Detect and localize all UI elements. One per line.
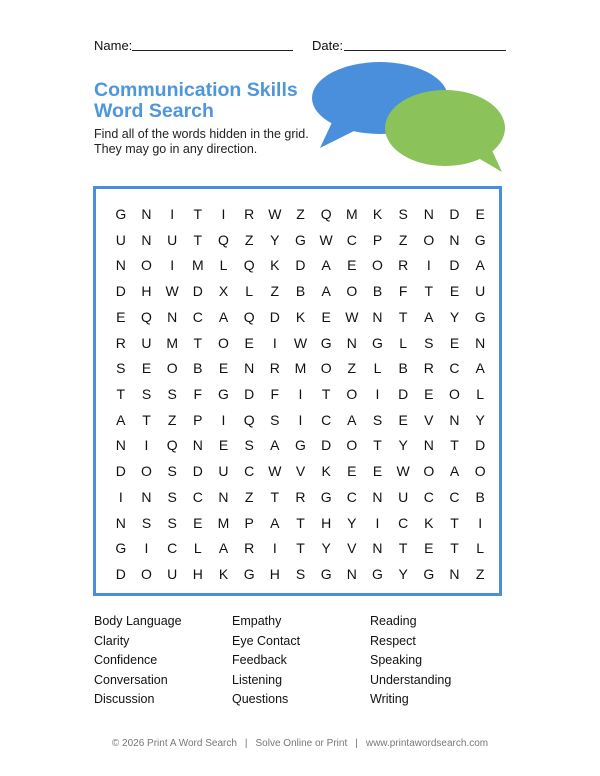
grid-letter[interactable]: G bbox=[423, 566, 435, 583]
grid-letter[interactable]: D bbox=[192, 283, 203, 300]
footer-solve-text: Solve Online or Print bbox=[255, 738, 348, 749]
title-line-2: Word Search bbox=[94, 100, 214, 122]
grid-letter[interactable]: D bbox=[115, 283, 126, 300]
grid-letter[interactable]: N bbox=[141, 488, 152, 505]
grid-letter[interactable]: R bbox=[398, 257, 409, 274]
grid-letter[interactable]: E bbox=[424, 540, 434, 557]
grid-letter[interactable]: N bbox=[218, 488, 229, 505]
grid-letter[interactable]: H bbox=[141, 283, 152, 300]
grid-letter[interactable]: D bbox=[115, 566, 126, 583]
grid-letter[interactable]: G bbox=[218, 385, 229, 402]
word-list-item: Questions bbox=[232, 692, 289, 706]
grid-letter[interactable]: H bbox=[192, 566, 203, 583]
grid-letter[interactable]: U bbox=[167, 231, 178, 248]
grid-letter[interactable]: L bbox=[245, 283, 254, 300]
date-label: Date: bbox=[312, 38, 344, 53]
grid-letter[interactable]: Z bbox=[244, 488, 254, 505]
grid-letter[interactable]: T bbox=[193, 231, 203, 248]
grid-letter[interactable]: T bbox=[398, 308, 408, 325]
grid-letter[interactable]: A bbox=[449, 463, 460, 480]
grid-letter[interactable]: I bbox=[298, 385, 303, 402]
grid-letter[interactable]: S bbox=[295, 566, 306, 583]
grid-letter[interactable]: O bbox=[423, 463, 435, 480]
grid-letter[interactable]: D bbox=[449, 205, 460, 222]
footer-site-link[interactable]: www.printawordsearch.com bbox=[365, 738, 489, 749]
grid-letter[interactable]: S bbox=[141, 514, 152, 531]
grid-letter[interactable]: N bbox=[115, 437, 126, 454]
grid-letter[interactable]: O bbox=[141, 257, 152, 274]
word-list-item: Conversation bbox=[94, 672, 168, 687]
grid-letter[interactable]: C bbox=[449, 488, 460, 505]
footer-separator: | bbox=[355, 738, 358, 749]
grid-letter[interactable]: T bbox=[142, 411, 151, 428]
grid-letter[interactable]: O bbox=[141, 566, 152, 583]
grid-letter[interactable]: N bbox=[115, 257, 126, 274]
grid-letter[interactable]: N bbox=[423, 205, 434, 222]
instructions bbox=[94, 127, 309, 157]
grid-letter[interactable]: W bbox=[268, 463, 282, 480]
page-title bbox=[94, 80, 298, 122]
grid-letter[interactable]: V bbox=[347, 540, 357, 557]
grid-letter[interactable]: N bbox=[475, 334, 486, 351]
grid-letter[interactable]: S bbox=[167, 463, 177, 480]
grid-letter[interactable]: Y bbox=[398, 566, 408, 583]
grid-letter[interactable]: E bbox=[244, 334, 254, 351]
name-label: Name: bbox=[94, 38, 133, 53]
grid-letter[interactable]: Y bbox=[347, 514, 357, 531]
grid-letter[interactable]: O bbox=[141, 463, 152, 480]
word-list-item: Feedback bbox=[232, 653, 287, 667]
grid-letter[interactable]: T bbox=[424, 283, 434, 300]
grid-letter[interactable]: W bbox=[165, 283, 179, 300]
grid-letter[interactable]: T bbox=[321, 385, 331, 402]
grid-letter[interactable]: W bbox=[319, 231, 333, 248]
grid-letter[interactable]: H bbox=[269, 566, 280, 583]
grid-letter[interactable]: N bbox=[346, 334, 357, 351]
grid-letter[interactable]: R bbox=[115, 334, 126, 351]
footer bbox=[0, 738, 600, 749]
grid-letter[interactable]: I bbox=[221, 205, 226, 222]
grid-letter[interactable]: U bbox=[475, 283, 486, 300]
grid-letter[interactable]: R bbox=[244, 540, 255, 557]
grid-letter[interactable]: N bbox=[372, 308, 383, 325]
grid-letter[interactable]: Z bbox=[296, 205, 305, 222]
grid-letter[interactable]: K bbox=[321, 463, 331, 480]
grid-letter[interactable]: T bbox=[296, 514, 305, 531]
grid-letter[interactable]: V bbox=[295, 463, 306, 480]
grid-letter[interactable]: A bbox=[475, 360, 485, 377]
grid-letter[interactable]: T bbox=[296, 540, 305, 557]
grid-letter[interactable]: S bbox=[424, 334, 434, 351]
word-list-item: Eye Contact bbox=[232, 633, 301, 648]
grid-letter[interactable]: E bbox=[141, 360, 152, 377]
grid-letter[interactable]: G bbox=[295, 231, 306, 248]
date-line bbox=[344, 50, 506, 51]
grid-letter[interactable]: N bbox=[449, 411, 460, 428]
grid-letter[interactable]: S bbox=[270, 411, 280, 428]
grid-letter[interactable]: N bbox=[192, 437, 203, 454]
grid-letter[interactable]: O bbox=[218, 334, 229, 351]
grid-letter[interactable]: A bbox=[321, 283, 331, 300]
grid-letter[interactable]: B bbox=[475, 488, 485, 505]
instructions-line-1: Find all of the words hidden in the grid. bbox=[94, 127, 309, 141]
grid-letter[interactable]: Q bbox=[243, 411, 255, 428]
word-list-item: Discussion bbox=[94, 692, 155, 706]
grid-letter[interactable]: A bbox=[347, 411, 357, 428]
grid-letter[interactable]: I bbox=[144, 437, 149, 454]
grid-letter[interactable]: N bbox=[167, 308, 178, 325]
grid-letter[interactable]: P bbox=[193, 411, 203, 428]
name-line bbox=[132, 50, 293, 51]
grid-letter[interactable]: D bbox=[475, 437, 486, 454]
grid-letter[interactable]: D bbox=[295, 257, 306, 274]
grid-letter[interactable]: B bbox=[193, 360, 203, 377]
grid-letter[interactable]: W bbox=[293, 334, 308, 351]
grid-letter[interactable]: Y bbox=[270, 231, 280, 248]
grid-letter[interactable]: S bbox=[372, 411, 383, 428]
word-list-item: Listening bbox=[232, 672, 283, 687]
grid-letter[interactable]: I bbox=[375, 385, 380, 402]
grid-letter[interactable]: I bbox=[478, 514, 483, 531]
grid-letter[interactable]: W bbox=[345, 308, 359, 325]
grid-letter[interactable]: E bbox=[321, 308, 331, 325]
word-list-item: Reading bbox=[370, 614, 417, 628]
grid-letter[interactable]: E bbox=[116, 308, 126, 325]
grid-letter[interactable]: A bbox=[218, 540, 229, 557]
grid-letter[interactable]: T bbox=[270, 488, 280, 505]
grid-letter[interactable]: Z bbox=[270, 283, 280, 300]
grid-letter[interactable]: I bbox=[426, 257, 431, 274]
grid-letter[interactable]: C bbox=[423, 488, 434, 505]
grid-letter[interactable]: K bbox=[424, 514, 434, 531]
grid-letter[interactable]: F bbox=[193, 385, 203, 402]
grid-letter[interactable]: E bbox=[218, 360, 229, 377]
grid-letter[interactable]: E bbox=[347, 257, 357, 274]
grid-letter[interactable]: C bbox=[244, 463, 255, 480]
grid-letter[interactable]: B bbox=[295, 283, 306, 300]
grid-letter[interactable]: A bbox=[475, 257, 485, 274]
grid-letter[interactable]: F bbox=[270, 385, 280, 402]
grid-letter[interactable]: Q bbox=[320, 205, 332, 222]
grid-letter[interactable]: N bbox=[449, 231, 460, 248]
grid-letter[interactable]: I bbox=[298, 411, 303, 428]
grid-letter[interactable]: B bbox=[372, 283, 383, 300]
grid-letter[interactable]: N bbox=[449, 566, 460, 583]
grid-letter[interactable]: Z bbox=[167, 411, 177, 428]
grid-letter[interactable]: N bbox=[115, 514, 126, 531]
grid-letter[interactable]: Z bbox=[475, 566, 485, 583]
grid-letter[interactable]: G bbox=[295, 437, 306, 454]
grid-letter[interactable]: R bbox=[423, 360, 434, 377]
grid-letter[interactable]: R bbox=[269, 360, 280, 377]
grid-letter[interactable]: U bbox=[141, 334, 152, 351]
grid-letter[interactable]: A bbox=[321, 257, 331, 274]
word-list-item: Respect bbox=[370, 633, 416, 648]
grid-letter[interactable]: C bbox=[346, 488, 357, 505]
word-list-item: Understanding bbox=[370, 672, 452, 687]
word-list-item: Clarity bbox=[94, 633, 130, 648]
grid-letter[interactable]: A bbox=[424, 308, 434, 325]
grid-letter[interactable]: M bbox=[217, 514, 230, 531]
grid-letter[interactable]: Q bbox=[243, 257, 255, 274]
grid-letter[interactable]: H bbox=[321, 514, 332, 531]
grid-letter[interactable]: O bbox=[346, 437, 358, 454]
grid-letter[interactable]: Q bbox=[166, 437, 178, 454]
grid-letter[interactable]: S bbox=[398, 205, 408, 222]
grid-letter[interactable]: M bbox=[166, 334, 178, 351]
grid-letter[interactable]: P bbox=[372, 231, 383, 248]
grid-letter[interactable]: Y bbox=[321, 540, 331, 557]
grid-letter[interactable]: T bbox=[450, 514, 459, 531]
footer-separator: | bbox=[244, 738, 248, 749]
grid-letter[interactable]: O bbox=[166, 360, 178, 377]
word-search-grid-frame bbox=[93, 186, 502, 596]
grid-letter[interactable]: C bbox=[167, 540, 178, 557]
instructions-line-2: They may go in any direction. bbox=[94, 142, 258, 156]
footer-copyright: © 2026 Print A Word Search bbox=[111, 738, 237, 749]
grid-letter[interactable]: T bbox=[373, 437, 382, 454]
grid-letter[interactable]: Z bbox=[244, 231, 254, 248]
grid-letter[interactable]: G bbox=[372, 566, 383, 583]
grid-letter[interactable]: T bbox=[116, 385, 126, 402]
grid-letter[interactable]: N bbox=[141, 231, 152, 248]
grid-letter[interactable]: E bbox=[449, 334, 460, 351]
grid-letter[interactable]: O bbox=[423, 231, 435, 248]
grid-letter[interactable]: I bbox=[144, 540, 149, 557]
grid-letter[interactable]: W bbox=[396, 463, 410, 480]
grid-letter[interactable]: N bbox=[423, 437, 434, 454]
grid-letter[interactable]: S bbox=[167, 488, 177, 505]
grid-letter[interactable]: G bbox=[115, 205, 127, 222]
grid-letter[interactable]: T bbox=[193, 205, 203, 222]
grid-letter[interactable]: G bbox=[372, 334, 383, 351]
grid-letter[interactable]: O bbox=[346, 283, 358, 300]
grid-letter[interactable]: E bbox=[398, 411, 408, 428]
grid-letter[interactable]: A bbox=[270, 514, 280, 531]
grid-letter[interactable]: G bbox=[320, 334, 332, 351]
grid-letter[interactable]: Y bbox=[475, 411, 485, 428]
grid-letter[interactable]: M bbox=[345, 205, 358, 222]
grid-letter[interactable]: E bbox=[449, 283, 460, 300]
grid-letter[interactable]: C bbox=[449, 360, 460, 377]
grid-letter[interactable]: N bbox=[141, 205, 152, 222]
grid-letter[interactable]: Y bbox=[398, 437, 408, 454]
grid-letter[interactable]: A bbox=[270, 437, 280, 454]
grid-letter[interactable]: U bbox=[115, 231, 126, 248]
grid-letter[interactable]: O bbox=[320, 360, 332, 377]
grid-letter[interactable]: E bbox=[424, 385, 434, 402]
grid-letter[interactable]: K bbox=[372, 205, 383, 222]
grid-letter[interactable]: O bbox=[474, 463, 486, 480]
grid-letter[interactable]: K bbox=[295, 308, 306, 325]
grid-letter[interactable]: D bbox=[269, 308, 280, 325]
word-list-item: Confidence bbox=[94, 653, 158, 667]
grid-letter[interactable]: B bbox=[398, 360, 408, 377]
title-line-1: Communication Skills bbox=[94, 79, 298, 101]
grid-letter[interactable]: E bbox=[475, 205, 485, 222]
grid-letter[interactable]: I bbox=[272, 540, 277, 557]
grid-letter[interactable]: Q bbox=[218, 231, 229, 248]
word-list bbox=[94, 612, 514, 710]
grid-letter[interactable]: K bbox=[218, 566, 229, 583]
grid-letter[interactable]: E bbox=[218, 437, 229, 454]
grid-letter[interactable]: L bbox=[219, 257, 228, 274]
grid-letter[interactable]: Y bbox=[449, 308, 460, 325]
grid-letter[interactable]: L bbox=[373, 360, 382, 377]
word-list-item: Writing bbox=[370, 692, 409, 706]
grid-letter[interactable]: I bbox=[375, 514, 380, 531]
word-search-grid bbox=[108, 201, 493, 587]
grid-letter[interactable]: R bbox=[295, 488, 306, 505]
grid-letter[interactable]: C bbox=[192, 488, 203, 505]
grid-letter[interactable]: L bbox=[476, 540, 485, 557]
grid-letter[interactable]: A bbox=[116, 411, 126, 428]
grid-letter[interactable]: S bbox=[141, 385, 152, 402]
grid-letter[interactable]: G bbox=[320, 566, 332, 583]
grid-letter[interactable]: M bbox=[191, 257, 204, 274]
grid-letter[interactable]: I bbox=[118, 488, 123, 505]
speech-bubbles-icon bbox=[308, 62, 508, 174]
grid-letter[interactable]: C bbox=[398, 514, 409, 531]
grid-letter[interactable]: N bbox=[372, 540, 383, 557]
grid-letter[interactable]: E bbox=[193, 514, 203, 531]
grid-letter[interactable]: F bbox=[398, 283, 408, 300]
grid-letter[interactable]: P bbox=[244, 514, 254, 531]
grid-letter[interactable]: L bbox=[399, 334, 408, 351]
grid-letter[interactable]: D bbox=[449, 257, 460, 274]
grid-letter[interactable]: T bbox=[450, 437, 459, 454]
grid-letter[interactable]: D bbox=[321, 437, 332, 454]
grid-letter[interactable]: T bbox=[193, 334, 203, 351]
grid-letter[interactable]: U bbox=[218, 463, 229, 480]
grid-letter[interactable]: N bbox=[346, 566, 357, 583]
grid-letter[interactable]: Z bbox=[398, 231, 408, 248]
grid-letter[interactable]: G bbox=[474, 308, 486, 325]
grid-letter[interactable]: I bbox=[221, 411, 226, 428]
grid-letter[interactable]: C bbox=[192, 308, 203, 325]
word-list-item: Body Language bbox=[94, 614, 182, 628]
grid-letter[interactable]: T bbox=[450, 540, 459, 557]
grid-letter[interactable]: T bbox=[398, 540, 408, 557]
grid-letter[interactable]: S bbox=[167, 385, 177, 402]
grid-letter[interactable]: C bbox=[321, 411, 332, 428]
grid-letter[interactable]: M bbox=[294, 360, 307, 377]
grid-letter[interactable]: L bbox=[193, 540, 202, 557]
grid-letter[interactable]: S bbox=[116, 360, 126, 377]
grid-letter[interactable]: E bbox=[372, 463, 383, 480]
grid-letter[interactable]: K bbox=[270, 257, 280, 274]
grid-letter[interactable]: I bbox=[170, 257, 175, 274]
word-list-item: Empathy bbox=[232, 614, 282, 628]
green-speech-bubble-icon bbox=[385, 90, 505, 172]
grid-letter[interactable]: U bbox=[167, 566, 178, 583]
grid-letter[interactable]: G bbox=[474, 231, 486, 248]
grid-letter[interactable]: S bbox=[167, 514, 177, 531]
grid-letter[interactable]: R bbox=[244, 205, 255, 222]
grid-letter[interactable]: G bbox=[243, 566, 255, 583]
grid-letter[interactable]: O bbox=[346, 385, 358, 402]
grid-letter[interactable]: X bbox=[218, 283, 229, 300]
grid-letter[interactable]: D bbox=[398, 385, 409, 402]
grid-letter[interactable]: D bbox=[244, 385, 255, 402]
grid-letter[interactable]: S bbox=[244, 437, 254, 454]
grid-letter[interactable]: N bbox=[244, 360, 255, 377]
grid-letter[interactable]: W bbox=[268, 205, 282, 222]
grid-letter[interactable]: Z bbox=[347, 360, 357, 377]
grid-letter[interactable]: E bbox=[347, 463, 357, 480]
grid-letter[interactable]: I bbox=[272, 334, 277, 351]
grid-letter[interactable]: Q bbox=[141, 308, 152, 325]
grid-letter[interactable]: D bbox=[115, 463, 126, 480]
grid-letter[interactable]: L bbox=[476, 385, 485, 402]
grid-letter[interactable]: V bbox=[424, 411, 434, 428]
grid-letter[interactable]: U bbox=[398, 488, 409, 505]
grid-letter[interactable]: D bbox=[192, 463, 203, 480]
grid-letter[interactable]: C bbox=[346, 231, 357, 248]
grid-letter[interactable]: A bbox=[218, 308, 229, 325]
grid-letter[interactable]: N bbox=[372, 488, 383, 505]
word-list-item: Speaking bbox=[370, 653, 423, 667]
grid-letter[interactable]: G bbox=[320, 488, 332, 505]
grid-letter[interactable]: Q bbox=[243, 308, 255, 325]
grid-letter[interactable]: G bbox=[115, 540, 127, 557]
grid-letter[interactable]: I bbox=[170, 205, 175, 222]
grid-letter[interactable]: O bbox=[372, 257, 383, 274]
grid-letter[interactable]: O bbox=[449, 385, 460, 402]
